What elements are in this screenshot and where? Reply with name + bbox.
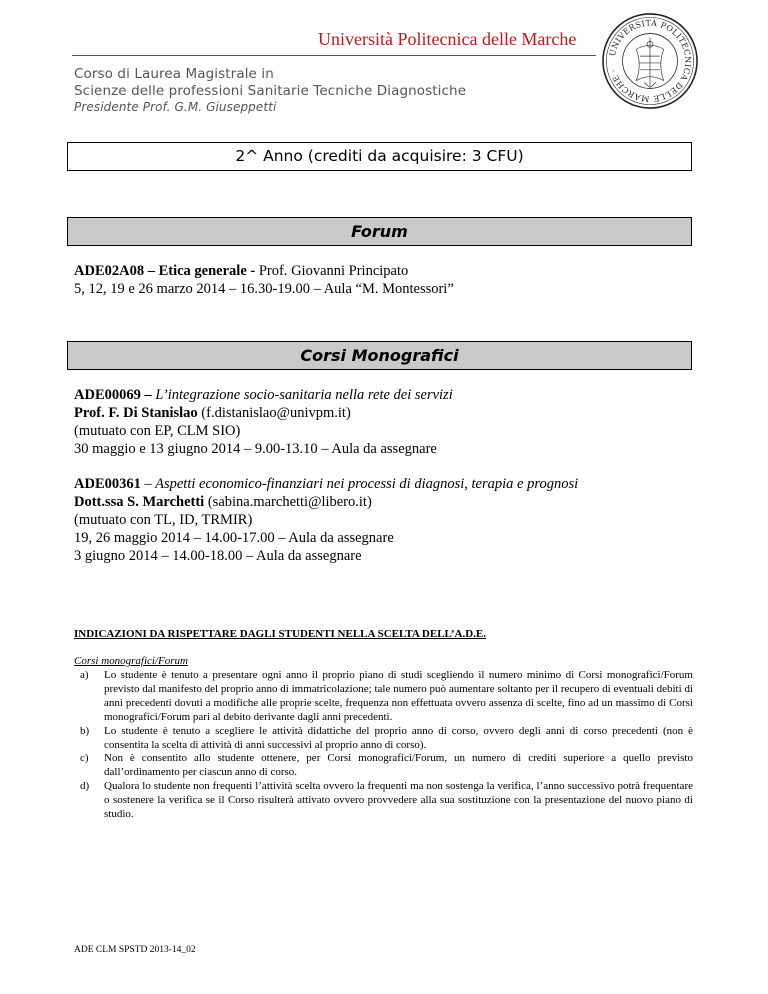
course-mutuato: (mutuato con TL, ID, TRMIR) — [74, 512, 253, 528]
svg-text:UNIVERSITÀ POLITECNICA DELLE M: UNIVERSITÀ POLITECNICA DELLE MARCHE · — [607, 18, 693, 104]
course-code: ADE00361 — [74, 476, 141, 492]
course-teacher-line — [74, 493, 372, 511]
forum-course-line — [74, 262, 408, 280]
rules-list — [80, 669, 693, 822]
president-line: Presidente Prof. G.M. Giuseppetti — [74, 100, 277, 114]
course-title: L’integrazione socio-sanitaria nella rete dei servizi — [151, 387, 453, 403]
course-email: (sabina.marchetti@libero.it) — [204, 494, 372, 510]
course-code: ADE00069 – — [74, 387, 152, 403]
rule-text: Lo studente è tenuto a scegliere le attività didattiche del proprio anno di corso, ovvero degli anni di corso precedenti (non è consentita la scelta di attività di anni successivi al proprio anno di corso). — [104, 724, 693, 751]
indicazioni-title: INDICAZIONI DA RISPETTARE DAGLI STUDENTI NELLA SCELTA DELL’A.D.E. — [74, 628, 487, 640]
course-title-line — [74, 386, 453, 404]
degree-line: Corso di Laurea Magistrale in — [74, 66, 274, 82]
year-credits-box: 2^ Anno (crediti da acquisire: 3 CFU) — [67, 142, 692, 171]
course-schedule: 30 maggio e 13 giugno 2014 – 9.00-13.10 – Aula da assegnare — [74, 441, 437, 457]
university-name: Università Politecnica delle Marche — [318, 29, 577, 49]
course-email: (f.distanislao@univpm.it) — [197, 405, 351, 421]
rule-item — [80, 780, 693, 822]
rule-marker: d) — [80, 780, 90, 793]
course-teacher: Dott.ssa S. Marchetti — [74, 494, 205, 510]
forum-course-code: ADE02A08 – Etica generale - — [74, 263, 256, 279]
forum-schedule: 5, 12, 19 e 26 marzo 2014 – 16.30-19.00 – Aula “M. Montessori” — [74, 281, 454, 297]
course-teacher-line — [74, 404, 351, 422]
rule-text: Lo studente è tenuto a presentare ogni anno il proprio piano di studi scegliendo il numero minimo di Corsi monografici/Forum previsto dal manifesto del proprio anno di immatricolazione; tale numero può aumentare soltanto per il recupero di eventuali debiti di anni precedenti dovuti a modifiche alle proprie scelte, frequenza non effettuata ovvero assenza di scelte, fino ad un massimo di Corsi monografici/Forum pari al debito derivante dagli anni precedenti. — [104, 669, 693, 723]
course-mutuato: (mutuato con EP, CLM SIO) — [74, 423, 241, 439]
rule-marker: b) — [80, 724, 90, 737]
header-rule — [72, 55, 596, 56]
indicazioni-subtitle: Corsi monografici/Forum — [74, 655, 188, 667]
rule-text: Non è consentito allo studente ottenere, per Corsi monografici/Forum, un numero di crediti superiore a quello previsto dall’ordinamento per ciascun anno di corso. — [104, 752, 693, 779]
course-title: – Aspetti economico-finanziari nei processi di diagnosi, terapia e prognosi — [140, 476, 579, 492]
rule-item — [80, 669, 693, 725]
course-schedule: 3 giugno 2014 – 14.00-18.00 – Aula da assegnare — [74, 548, 362, 564]
forum-teacher: Prof. Giovanni Principato — [255, 263, 409, 279]
rule-text: Qualora lo studente non frequenti l’attività scelta ovvero la frequenti ma non sostenga la verifica, l’anno successivo potrà frequentare o sostenere la verifica se il Corso risulterà attivato ovvero provvedere alla sua sostituzione con la presentazione del nuovo piano di studio. — [104, 780, 693, 821]
rule-item — [80, 752, 693, 780]
rule-marker: a) — [80, 669, 89, 681]
university-seal-logo — [601, 12, 699, 110]
degree-name: Scienze delle professioni Sanitarie Tecniche Diagnostiche — [74, 83, 467, 99]
course-schedule: 19, 26 maggio 2014 – 14.00-17.00 – Aula da assegnare — [74, 530, 394, 546]
forum-heading: Forum — [67, 217, 692, 246]
footer-code: ADE CLM SPSTD 2013-14_02 — [74, 945, 196, 955]
course-teacher: Prof. F. Di Stanislao — [74, 405, 198, 421]
rule-item — [80, 725, 693, 753]
rule-marker: c) — [80, 752, 89, 765]
course-title-line — [74, 475, 578, 493]
corsi-monografici-heading: Corsi Monografici — [67, 341, 692, 370]
